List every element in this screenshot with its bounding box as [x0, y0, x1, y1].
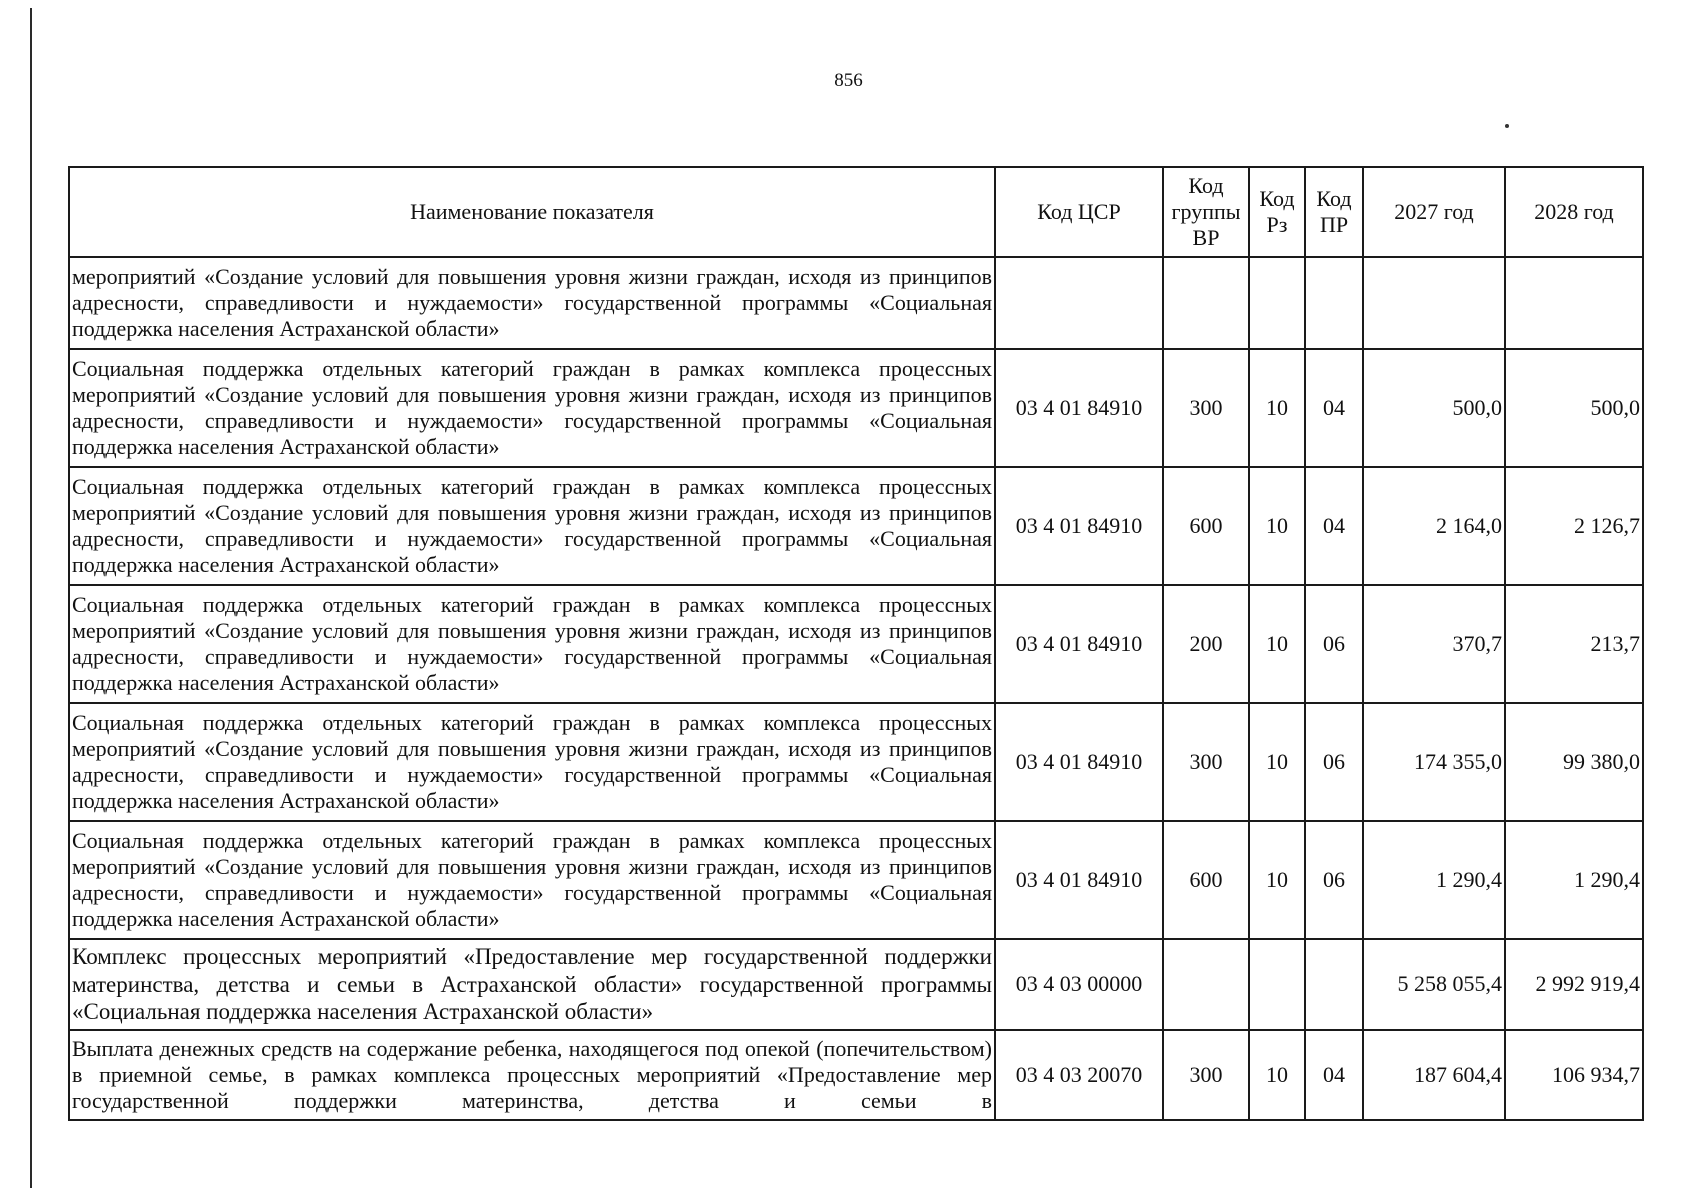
row-name: Выплата денежных средств на содержание ребенка, находящегося под опекой (попечительством) в приемной семье, в рамках комплекса процессных мероприятий «Предоставление мер государственной поддержки материнства, детства и семьи в: [69, 1030, 995, 1120]
row-csr: 03 4 01 84910: [995, 703, 1163, 821]
row-2027: 174 355,0: [1363, 703, 1505, 821]
row-rz: 10: [1249, 349, 1305, 467]
row-2028: 99 380,0: [1505, 703, 1643, 821]
row-csr: 03 4 01 84910: [995, 585, 1163, 703]
row-rz: 10: [1249, 1030, 1305, 1120]
row-pr: [1305, 939, 1363, 1030]
row-csr: 03 4 01 84910: [995, 467, 1163, 585]
row-name: Социальная поддержка отдельных категорий граждан в рамках комплекса процессных мероприятий «Создание условий для повышения уровня жизни граждан, исходя из принципов адресности, справедливости и нуждаемости» государственной программы «Социальная поддержка населения Астраханской области»: [69, 467, 995, 585]
row-2027: 2 164,0: [1363, 467, 1505, 585]
row-2028: 106 934,7: [1505, 1030, 1643, 1120]
table-row: [69, 257, 1643, 349]
row-2028: 2 992 919,4: [1505, 939, 1643, 1030]
budget-table: [68, 166, 1644, 1121]
header-2028: 2028 год: [1505, 167, 1643, 257]
row-rz: [1249, 939, 1305, 1030]
row-vr: 600: [1163, 467, 1249, 585]
row-name: Социальная поддержка отдельных категорий граждан в рамках комплекса процессных мероприятий «Создание условий для повышения уровня жизни граждан, исходя из принципов адресности, справедливости и нуждаемости» государственной программы «Социальная поддержка населения Астраханской области»: [69, 821, 995, 939]
row-vr: 300: [1163, 703, 1249, 821]
header-2027: 2027 год: [1363, 167, 1505, 257]
row-2028: [1505, 257, 1643, 349]
table-row: [69, 821, 1643, 939]
row-vr: 300: [1163, 349, 1249, 467]
row-csr: 03 4 03 00000: [995, 939, 1163, 1030]
row-csr: [995, 257, 1163, 349]
table-row: [69, 349, 1643, 467]
scan-artifact-dot: [1505, 124, 1509, 128]
row-csr: 03 4 01 84910: [995, 349, 1163, 467]
header-csr: Код ЦСР: [995, 167, 1163, 257]
row-2028: 213,7: [1505, 585, 1643, 703]
row-2027: 5 258 055,4: [1363, 939, 1505, 1030]
row-2027: 1 290,4: [1363, 821, 1505, 939]
table-row: [69, 1030, 1643, 1120]
row-2028: 500,0: [1505, 349, 1643, 467]
row-vr: 600: [1163, 821, 1249, 939]
row-pr: 04: [1305, 349, 1363, 467]
row-rz: 10: [1249, 585, 1305, 703]
row-2027: 500,0: [1363, 349, 1505, 467]
header-rz: Код Рз: [1249, 167, 1305, 257]
row-name: Социальная поддержка отдельных категорий граждан в рамках комплекса процессных мероприятий «Создание условий для повышения уровня жизни граждан, исходя из принципов адресности, справедливости и нуждаемости» государственной программы «Социальная поддержка населения Астраханской области»: [69, 585, 995, 703]
row-2027: [1363, 257, 1505, 349]
page-margin-line: [30, 8, 32, 1188]
table-row: [69, 467, 1643, 585]
row-pr: 06: [1305, 821, 1363, 939]
row-rz: 10: [1249, 467, 1305, 585]
header-name: Наименование показателя: [69, 167, 995, 257]
row-name: Социальная поддержка отдельных категорий граждан в рамках комплекса процессных мероприятий «Создание условий для повышения уровня жизни граждан, исходя из принципов адресности, справедливости и нуждаемости» государственной программы «Социальная поддержка населения Астраханской области»: [69, 349, 995, 467]
table-header-row: [69, 167, 1643, 257]
table-row: [69, 939, 1643, 1030]
header-pr: Код ПР: [1305, 167, 1363, 257]
header-vr: Код группы ВР: [1163, 167, 1249, 257]
table-row: [69, 585, 1643, 703]
row-2028: 2 126,7: [1505, 467, 1643, 585]
row-rz: [1249, 257, 1305, 349]
row-name: Комплекс процессных мероприятий «Предоставление мер государственной поддержки материнства, детства и семьи в Астраханской области» государственной программы «Социальная поддержка населения Астраханской области»: [69, 939, 995, 1030]
row-pr: [1305, 257, 1363, 349]
row-name: мероприятий «Создание условий для повышения уровня жизни граждан, исходя из принципов адресности, справедливости и нуждаемости» государственной программы «Социальная поддержка населения Астраханской области»: [69, 257, 995, 349]
row-csr: 03 4 01 84910: [995, 821, 1163, 939]
table-row: [69, 703, 1643, 821]
row-vr: 300: [1163, 1030, 1249, 1120]
row-vr: [1163, 257, 1249, 349]
row-pr: 06: [1305, 703, 1363, 821]
row-csr: 03 4 03 20070: [995, 1030, 1163, 1120]
row-vr: [1163, 939, 1249, 1030]
row-rz: 10: [1249, 703, 1305, 821]
row-2027: 187 604,4: [1363, 1030, 1505, 1120]
row-vr: 200: [1163, 585, 1249, 703]
row-rz: 10: [1249, 821, 1305, 939]
row-2028: 1 290,4: [1505, 821, 1643, 939]
row-pr: 04: [1305, 467, 1363, 585]
row-name: Социальная поддержка отдельных категорий граждан в рамках комплекса процессных мероприятий «Создание условий для повышения уровня жизни граждан, исходя из принципов адресности, справедливости и нуждаемости» государственной программы «Социальная поддержка населения Астраханской области»: [69, 703, 995, 821]
row-pr: 04: [1305, 1030, 1363, 1120]
row-pr: 06: [1305, 585, 1363, 703]
row-2027: 370,7: [1363, 585, 1505, 703]
page-number: 856: [834, 70, 863, 91]
